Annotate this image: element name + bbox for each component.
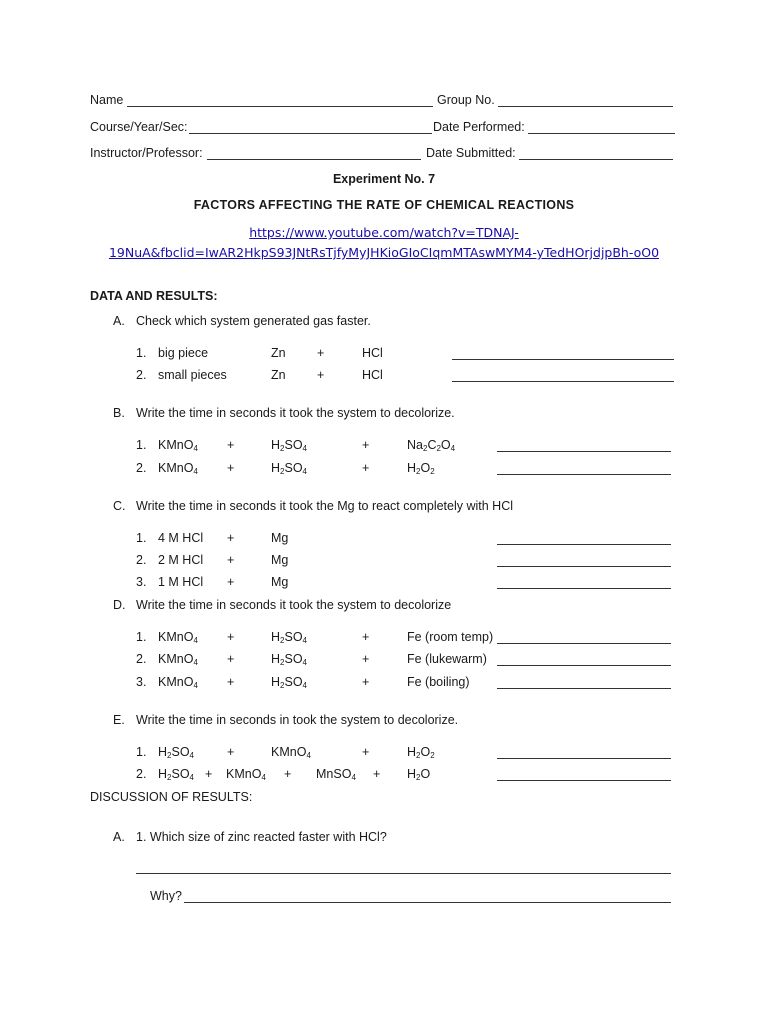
section-b-letter: B.	[113, 406, 125, 420]
discussion-heading: DISCUSSION OF RESULTS:	[90, 790, 253, 804]
answer-field[interactable]	[497, 451, 671, 452]
row-number: 1.	[136, 346, 147, 360]
plus-sign: +	[227, 745, 235, 759]
reactant-2: $H_2SO_4$	[271, 675, 307, 690]
plus-sign: +	[362, 652, 370, 666]
row-number: 1.	[136, 438, 147, 452]
plus-sign: +	[227, 630, 235, 644]
answer-field[interactable]	[497, 544, 671, 545]
answer-field[interactable]	[452, 381, 674, 382]
plus-sign: +	[227, 531, 235, 545]
plus-sign: +	[227, 575, 235, 589]
discussion-a-letter: A.	[113, 830, 125, 844]
experiment-number: Experiment No. 7	[332, 172, 436, 186]
reactant-4: $H_2O$	[407, 767, 431, 782]
video-link[interactable]	[0, 225, 768, 240]
date-performed-label: Date Performed:	[433, 120, 525, 134]
date-submitted-field[interactable]	[519, 159, 673, 160]
name-label: Name	[90, 93, 124, 107]
group-field[interactable]	[498, 106, 673, 107]
answer-field[interactable]	[497, 688, 671, 689]
reactant-1: $H_2SO_4$	[158, 767, 194, 782]
acid-concentration: 4 M HCl	[158, 531, 204, 545]
plus-sign: +	[317, 368, 325, 382]
reactant-2: $H_2SO_4$	[271, 461, 307, 476]
row-number: 3.	[136, 575, 147, 589]
reactant-1: KMnO$_4$	[158, 461, 198, 476]
reactant-size: small pieces	[158, 368, 227, 382]
name-field[interactable]	[127, 106, 433, 107]
acid-concentration: 1 M HCl	[158, 575, 204, 589]
course-label: Course/Year/Sec:	[90, 120, 188, 134]
plus-sign: +	[373, 767, 381, 781]
section-c-letter: C.	[113, 499, 126, 513]
why-label: Why?	[150, 889, 182, 903]
row-number: 1.	[136, 531, 147, 545]
reactant-3: Fe (room temp)	[407, 630, 494, 644]
reactant-3: Fe (lukewarm)	[407, 652, 487, 666]
answer-field[interactable]	[497, 758, 671, 759]
plus-sign: +	[205, 767, 213, 781]
data-results-heading: DATA AND RESULTS:	[90, 289, 218, 303]
section-b-instruction: Write the time in seconds it took the system to decolorize.	[136, 406, 455, 420]
reactant-2: KMnO$_4$	[271, 745, 311, 760]
acid-concentration: 2 M HCl	[158, 553, 204, 567]
plus-sign: +	[227, 652, 235, 666]
plus-sign: +	[227, 461, 235, 475]
date-performed-field[interactable]	[528, 133, 675, 134]
section-c-instruction: Write the time in seconds it took the Mg to react completely with HCl	[136, 499, 514, 513]
plus-sign: +	[227, 553, 235, 567]
video-link-line1[interactable]: https://www.youtube.com/watch?v=TDNAJ-	[249, 225, 519, 240]
row-number: 2.	[136, 461, 147, 475]
section-a-letter: A.	[113, 314, 125, 328]
instructor-field[interactable]	[207, 159, 421, 160]
answer-field[interactable]	[497, 566, 671, 567]
reactant-3: $Na_2C_2O_4$	[407, 438, 456, 453]
reactant-1: KMnO$_4$	[158, 438, 198, 453]
plus-sign: +	[227, 438, 235, 452]
row-number: 1.	[136, 745, 147, 759]
plus-sign: +	[362, 630, 370, 644]
plus-sign: +	[284, 767, 292, 781]
plus-sign: +	[362, 675, 370, 689]
section-d-letter: D.	[113, 598, 126, 612]
section-e-letter: E.	[113, 713, 125, 727]
reactant-1: KMnO$_4$	[158, 630, 198, 645]
reactant-1: KMnO$_4$	[158, 675, 198, 690]
discussion-answer-line[interactable]	[136, 873, 671, 874]
reactant-3: Fe (boiling)	[407, 675, 470, 689]
reactant-acid: HCl	[362, 346, 383, 360]
course-field[interactable]	[189, 133, 432, 134]
reactant-metal: Mg	[271, 575, 289, 589]
answer-field[interactable]	[452, 359, 674, 360]
reactant-metal: Zn	[271, 368, 286, 382]
reactant-3: $H_2O_2$	[407, 745, 435, 760]
video-link-line2[interactable]: 19NuA&fbclid=IwAR2HkpS93JNtRsTjfyMyJHKioGIoCIqmMTAswMYM4-yTedHOrjdjpBh-oO0	[108, 245, 660, 260]
row-number: 2.	[136, 553, 147, 567]
section-a-instruction: Check which system generated gas faster.	[136, 314, 371, 328]
row-number: 3.	[136, 675, 147, 689]
reactant-3: $H_2O_2$	[407, 461, 435, 476]
reactant-metal: Zn	[271, 346, 286, 360]
answer-field[interactable]	[497, 588, 671, 589]
reactant-1: KMnO$_4$	[158, 652, 198, 667]
section-e-instruction: Write the time in seconds in took the system to decolorize.	[136, 713, 459, 727]
group-label: Group No.	[437, 93, 495, 107]
why-answer-line[interactable]	[184, 902, 671, 903]
plus-sign: +	[362, 438, 370, 452]
answer-field[interactable]	[497, 780, 671, 781]
reactant-acid: HCl	[362, 368, 383, 382]
answer-field[interactable]	[497, 643, 671, 644]
reactant-2: $H_2SO_4$	[271, 652, 307, 667]
discussion-a-question: 1. Which size of zinc reacted faster with HCl?	[136, 830, 387, 844]
plus-sign: +	[362, 461, 370, 475]
reactant-2: $H_2SO_4$	[271, 438, 307, 453]
instructor-label: Instructor/Professor:	[90, 146, 203, 160]
row-number: 2.	[136, 652, 147, 666]
answer-field[interactable]	[497, 474, 671, 475]
experiment-title: FACTORS AFFECTING THE RATE OF CHEMICAL REACTIONS	[193, 198, 575, 212]
reactant-metal: Mg	[271, 531, 289, 545]
plus-sign: +	[317, 346, 325, 360]
reactant-2: $H_2SO_4$	[271, 630, 307, 645]
date-submitted-label: Date Submitted:	[426, 146, 516, 160]
reactant-size: big piece	[158, 346, 209, 360]
plus-sign: +	[227, 675, 235, 689]
section-d-instruction: Write the time in seconds it took the system to decolorize	[136, 598, 452, 612]
reactant-3: MnSO$_4$	[316, 767, 356, 782]
row-number: 2.	[136, 368, 147, 382]
plus-sign: +	[362, 745, 370, 759]
reactant-2: KMnO$_4$	[226, 767, 266, 782]
row-number: 2.	[136, 767, 147, 781]
reactant-1: $H_2SO_4$	[158, 745, 194, 760]
video-link-cont[interactable]	[0, 245, 768, 260]
answer-field[interactable]	[497, 665, 671, 666]
row-number: 1.	[136, 630, 147, 644]
reactant-metal: Mg	[271, 553, 289, 567]
